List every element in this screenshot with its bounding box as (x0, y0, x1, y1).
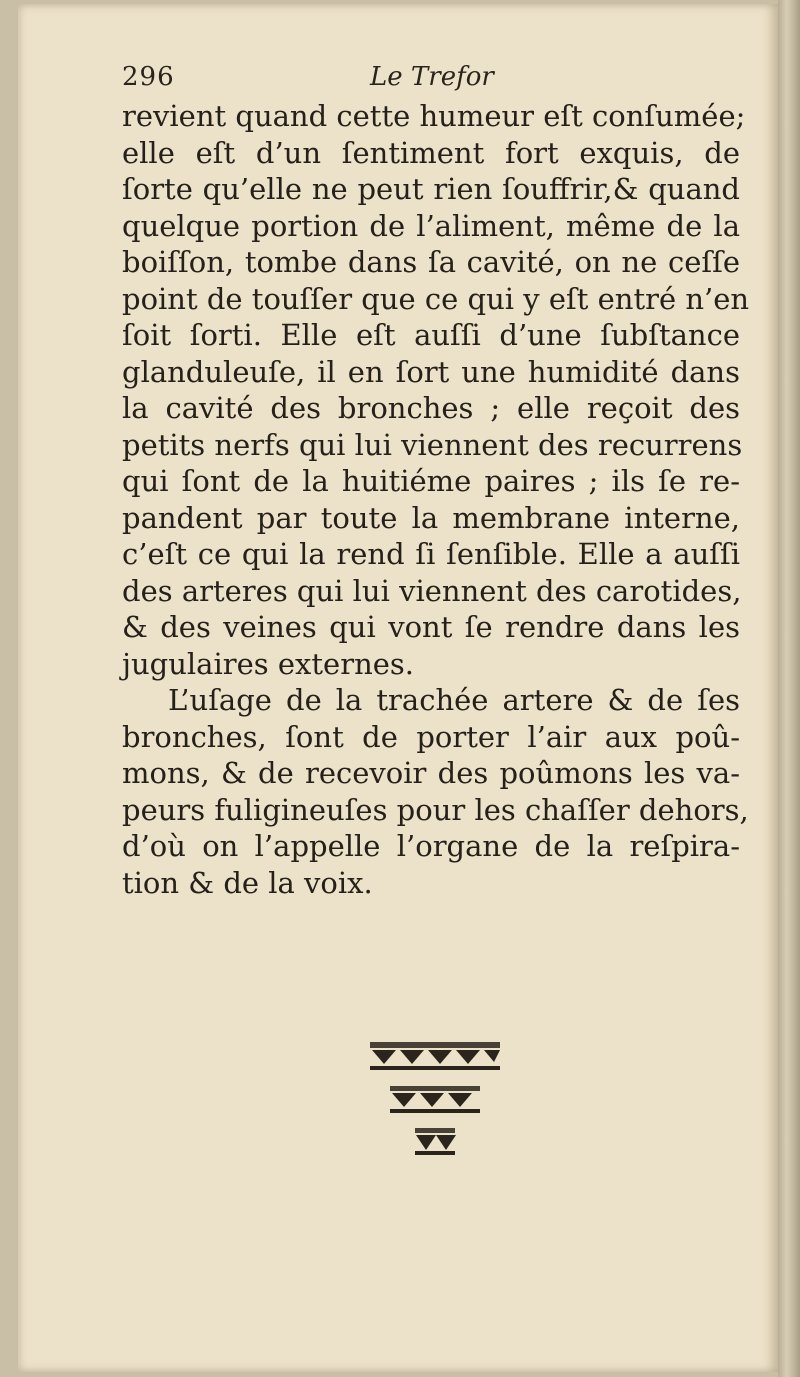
page-header (122, 60, 722, 100)
text-line: petits nerfs qui lui viennent des recurrens (122, 427, 743, 462)
text-line: point de touſſer que ce qui y eſt entré n’en (122, 281, 750, 316)
text-line: ſorte qu’elle ne peut rien ſouffrir,& quand (122, 172, 740, 206)
page-gutter (778, 0, 800, 1377)
text-line: elle eſt d’un ſentiment fort exquis, de (122, 135, 740, 170)
text-line-paragraph-start: L’uſage de la trachée artere & de ſes (168, 683, 740, 717)
text-line: boiſſon, tombe dans ſa cavité, on ne ceſſe (122, 245, 740, 279)
text-line: revient quand cette humeur eſt conſumée; (122, 99, 746, 133)
text-line: des arteres qui lui viennent des carotides, (122, 573, 742, 608)
page-number: 296 (122, 62, 175, 92)
text-line: peurs fuligineuſes pour les chaſſer dehors, (122, 792, 749, 827)
text-line: tion & de la voix. (122, 865, 373, 900)
text-line: bronches, ſont de porter l’air aux poû- (122, 719, 740, 754)
body-text (122, 98, 750, 901)
text-line: glanduleuſe, il en ſort une humidité dans (122, 354, 740, 389)
text-line: la cavité des bronches ; elle reçoit des (122, 391, 740, 425)
text-line: jugulaires externes. (122, 646, 415, 681)
tailpiece-ornament-icon (360, 1040, 510, 1160)
text-line: c’eſt ce qui la rend ſi ſenſible. Elle a auſſi (122, 537, 740, 571)
text-line: ſoit ſorti. Elle eſt auſſi d’une ſubſtance (122, 318, 740, 352)
text-line: qui ſont de la huitiéme paires ; ils ſe re- (122, 464, 740, 498)
text-line: mons, & de recevoir des poûmons les va- (122, 756, 740, 790)
text-line: quelque portion de l’aliment, même de la (122, 208, 740, 243)
text-line: & des veines qui vont ſe rendre dans les (122, 610, 740, 644)
text-line: d’où on l’appelle l’organe de la reſpira- (122, 829, 740, 863)
text-line: pandent par toute la membrane interne, (122, 500, 740, 535)
running-title: Le Trefor (370, 62, 494, 92)
